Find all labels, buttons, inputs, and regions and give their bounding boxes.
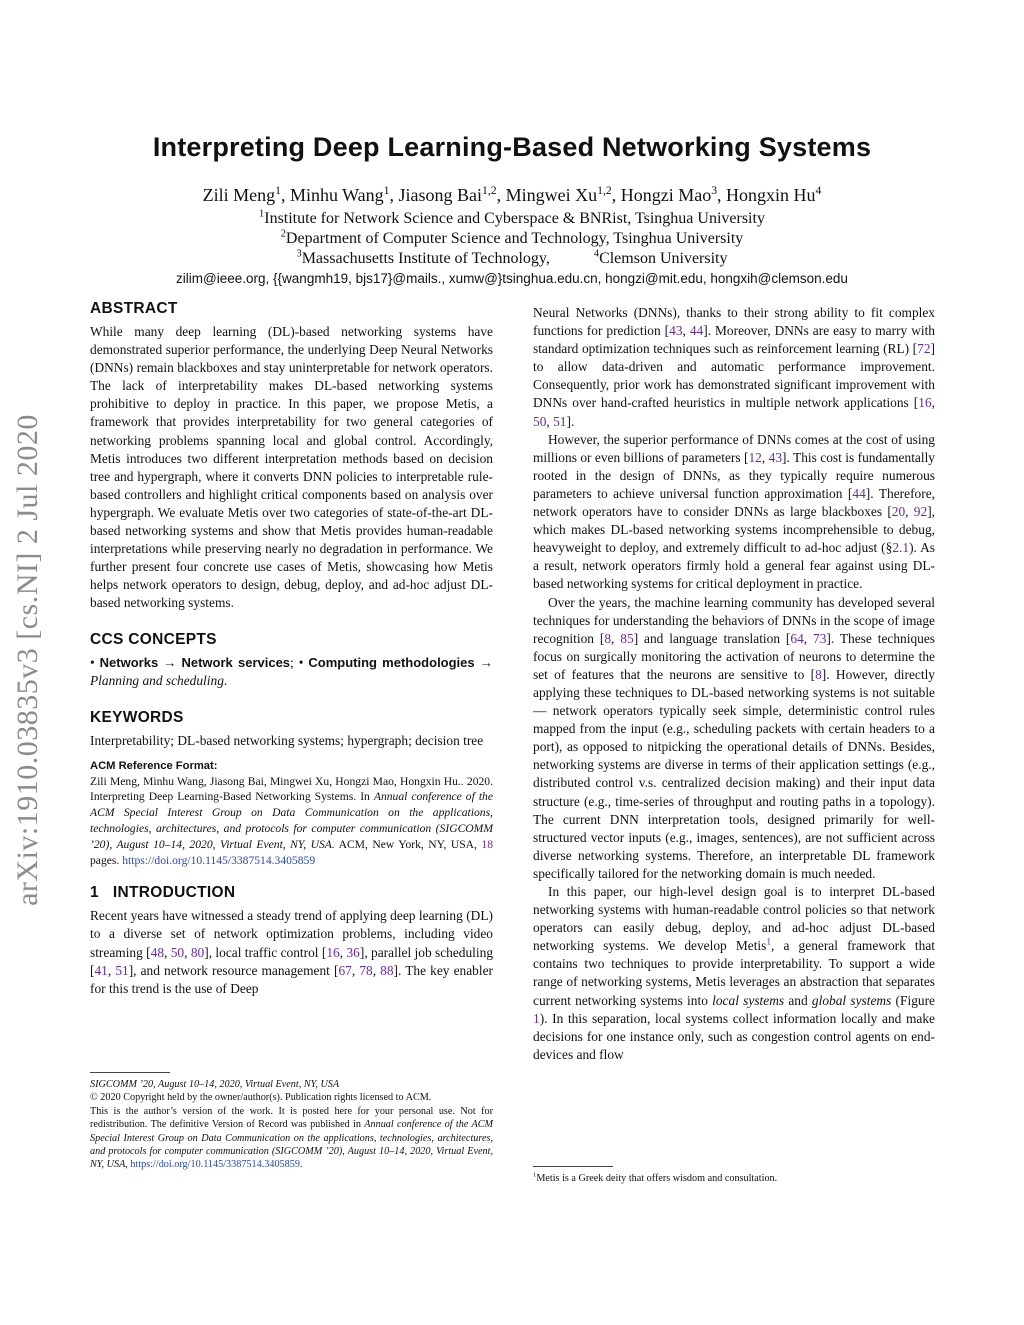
affiliation-1	[0, 210, 1024, 228]
acm-ref-heading: ACM Reference Format:	[90, 759, 218, 772]
paragraph-text: ]. Moreover, DNNs are easy to marry with standard optimization techniques such as reinforcement learning (RL) [	[533, 323, 936, 357]
paragraph-text: ). As a result, network operators firmly hold a general fear against using DL-based networking systems for critical deployment in practice.	[533, 540, 936, 592]
author-sup: 1	[383, 184, 390, 197]
paragraph-text: ]. These techniques focus on surgically monitoring the activation of neurons to determine the set of features that the neurons are sensitive to [	[533, 630, 935, 682]
footnote	[533, 1172, 935, 1185]
acm-ref-authors: Zili Meng, Minhu Wang, Jiasong Bai, Mingwei Xu, Hongzi Mao, Hongxin Hu.. 2020. Interpreting Deep Learning-Based Networking Systems. In	[90, 774, 493, 804]
author-sup: 1,2	[597, 184, 612, 197]
intro-paragraph-1-continued	[533, 304, 935, 431]
author-sup: 1	[275, 184, 281, 197]
citation-link[interactable]: 41	[94, 962, 108, 978]
paragraph-text: ,	[803, 630, 814, 646]
paragraph-text: Recent years have witnessed a steady trend of applying deep learning (DL) to a diverse set of network optimization problems, including video streaming [	[90, 908, 493, 960]
paragraph-text: ].	[566, 413, 575, 429]
paragraph-text: However, the superior performance of DNNs comes at the cost of using millions or even billions of parameters [	[533, 431, 935, 465]
right-column	[533, 304, 935, 1064]
paragraph-text: ] to allow data-driven and automatic performance improvement. Consequently, prior work has demonstrated significant improvement with DNNs over hand-crafted heuristics in multiple network applications [	[533, 341, 935, 411]
citation-link[interactable]: 67	[338, 962, 352, 978]
section-title: INTRODUCTION	[112, 884, 236, 902]
footnote-rule	[90, 1072, 170, 1073]
paragraph-text: ]. However, directly applying these techniques to DL-based networking systems is not suitable — network operators typically seek simple, deterministic control rules mapped from the input (e.g., scheduling packets with certain headers to a port), as opposed to nitpicking the operational details of DNNs. Besides, networking systems are diverse in terms of their application settings (e.g., distributed control v.s. centralized decision making) and their input data structure (e.g., time-series of throughput and routing paths in a topology). The current DNN interpretation tools, designed primarily for well-structured vector inputs (e.g., images, sentences), are not sufficient across diverse networking systems. Therefore, an interpretable DL framework specifically tailored for the networking domain is much needed.	[533, 666, 935, 881]
paragraph-text: ,	[351, 962, 360, 978]
citation-link[interactable]: 88	[380, 962, 394, 978]
citation-link[interactable]: 16	[326, 944, 340, 960]
intro-heading	[90, 884, 493, 902]
citation-link[interactable]: 80	[190, 944, 205, 960]
paragraph-text: ], and network resource management [	[128, 962, 339, 978]
citation-link[interactable]: 8	[604, 630, 612, 646]
affil-sup: 1	[259, 208, 265, 220]
author-name: Minhu Wang	[289, 185, 384, 205]
emphasis-text: local systems	[712, 992, 785, 1008]
acm-ref-pages[interactable]: 18	[481, 837, 493, 851]
citation-link[interactable]: 44	[852, 485, 866, 501]
paragraph-text: ,	[931, 395, 935, 411]
ccs-concepts: • Networks → Network services; • Computing methodologies → Planning and scheduling.	[90, 654, 493, 688]
intro-paragraph-4	[533, 883, 935, 1064]
author-list: Zili Meng$^1$, Minhu Wang$^1$, Jiasong Bai$^{1,2}$, Mingwei Xu$^{1,2}$, Hongzi Mao$^3$, Hongxin Hu$^4$	[202, 184, 822, 205]
paragraph-text: ]. Therefore, network operators have to consider DNNs as large blackboxes [	[533, 485, 935, 520]
paper-title: Interpreting Deep Learning-Based Networking Systems	[152, 132, 872, 162]
affil-text: Department of Computer Science and Technology, Tsinghua University	[285, 230, 744, 247]
citation-link[interactable]: 51	[115, 962, 129, 978]
citation-link[interactable]: 20	[891, 504, 906, 520]
paragraph-text: ,	[184, 944, 191, 960]
paragraph-text: Over the years, the machine learning community has developed several techniques for understanding the behaviors of DNNs in the scope of image recognition [	[533, 594, 935, 646]
paragraph-text: ]. The key enabler for this trend is the use of Deep	[90, 962, 493, 996]
acm-reference	[90, 774, 493, 869]
paragraph-text: Neural Networks (DNNs), thanks to their strong ability to fit complex functions for prediction [	[533, 305, 935, 339]
affil-sup: 3	[296, 248, 302, 260]
citation-link[interactable]: 64	[790, 630, 804, 646]
footnote-text: Metis is a Greek deity that offers wisdom and consultation.	[536, 1173, 778, 1184]
citation-link[interactable]: 2.1	[892, 540, 910, 556]
paragraph-text: ], parallel job scheduling [	[90, 944, 494, 978]
author-sup: 4	[815, 184, 822, 197]
paragraph-text: In this paper, our high-level design goal is to interpret DL-based networking systems with human-readable control policies so that network operators can easily debug, deploy, and ad-hoc adjust DL-based networking systems. We develop Metis	[533, 884, 935, 954]
keywords-heading: KEYWORDS	[90, 708, 184, 726]
emphasis-text: global systems	[811, 992, 892, 1008]
citation-link[interactable]: 12	[748, 449, 762, 465]
acm-ref-pages-word: pages.	[90, 853, 123, 867]
paragraph-text: ,	[611, 630, 621, 646]
citation-link[interactable]: 72	[917, 341, 931, 357]
ccs-heading: CCS CONCEPTS	[90, 630, 217, 648]
affiliation-2	[0, 230, 1024, 248]
arrow-icon: →	[479, 654, 493, 670]
footnote-link[interactable]: 1	[766, 937, 772, 948]
citation-link[interactable]: 48	[150, 944, 165, 960]
paragraph-text: ,	[164, 944, 171, 960]
paragraph-text: ]. This cost is fundamentally rooted in the design of DNNs, as they typically require numerous parameters to achieve universal function approximation [	[533, 449, 935, 501]
copyright-version: This is the author’s version of the work. It is posted here for your personal use. Not for redistribution. The definitive Version of Record was published in Annual conference of the ACM Special Interest Group on Data Communication on the applications, technologies, architectures, and protocols for computer communication (SIGCOMM ’20), August 10–14, 2020, Virtual Event, NY, USA, https://doi.org/10.1145/3387514.3405859.	[90, 1105, 493, 1171]
abstract-heading: ABSTRACT	[90, 300, 178, 317]
affil-sup: 4	[593, 248, 600, 260]
copyright-doi-link[interactable]: https://doi.org/10.1145/3387514.3405859	[130, 1159, 300, 1171]
keywords-text: Interpretability; DL-based networking systems; hypergraph; decision tree	[90, 732, 484, 748]
affil-text: Clemson University	[599, 250, 728, 267]
ccs-term: Network services	[181, 654, 291, 670]
author-name: Hongzi Mao	[620, 185, 712, 205]
citation-link[interactable]: 73	[813, 630, 827, 646]
author-name: Mingwei Xu	[505, 185, 598, 205]
ccs-term: Computing methodologies	[308, 654, 475, 670]
paragraph-text: ,	[761, 449, 769, 465]
paragraph-text: , a general framework that contains two techniques to provide interpretability. To support a wide range of networking systems, Metis leverages an abstraction that separates current networking systems into	[533, 938, 936, 1008]
paragraph-text: ,	[905, 504, 914, 520]
citation-link[interactable]: 50	[170, 944, 185, 960]
paragraph-text: ,	[682, 323, 690, 339]
acm-ref-doi-link[interactable]: https://doi.org/10.1145/3387514.3405859	[122, 853, 316, 867]
citation-link[interactable]: 51	[553, 413, 567, 429]
acm-ref-publisher: ACM, New York, NY, USA,	[334, 837, 482, 851]
abstract-text: While many deep learning (DL)-based networking systems have demonstrated superior performance, the underlying Deep Neural Networks (DNNs) remain blackboxes and stay uninterpretable for network operators. The lack of interpretability makes DL-based networking systems prohibitive to deploy in practice. In this paper, we propose Metis, a framework that provides interpretability for two general categories of networking problems spanning local and global control. Accordingly, Metis introduces two different interpretation methods based on decision tree and hypergraph, where it converts DNN policies to interpretable rule-based controllers and highlight critical components based on analysis over hypergraph. We evaluate Metis over two categories of state-of-the-art DL-based networking systems and show that Metis provides human-readable interpretations while preserving nearly no degradation in performance. We further present four concrete use cases of Metis, showcasing how Metis helps network operators to design, debug, deploy, and ad-hoc adjust DL-based networking systems.	[90, 324, 493, 611]
copyright-block	[90, 1078, 493, 1172]
paragraph-text: and	[784, 992, 812, 1008]
citation-link[interactable]: 36	[346, 944, 360, 960]
affil-text: Massachusetts Institute of Technology,	[301, 250, 550, 267]
paragraph-text: ,	[372, 962, 381, 978]
arxiv-id-text: arXiv:1910.03835v3 [cs.NI] 2 Jul 2020	[11, 414, 44, 906]
author-sup: 1,2	[482, 184, 497, 197]
author-name: Hongxin Hu	[726, 185, 816, 205]
citation-link[interactable]: 44	[689, 323, 704, 339]
left-column	[90, 300, 493, 998]
section-number: 1	[90, 884, 99, 902]
paragraph-text: (Figure	[891, 992, 935, 1008]
footnote-mark: 1	[533, 1171, 537, 1179]
intro-paragraph-3	[533, 594, 935, 884]
citation-link[interactable]: 1	[533, 1010, 540, 1026]
ccs-term: Networks	[99, 654, 159, 670]
author-name: Zili Meng	[202, 185, 276, 205]
citation-link[interactable]: 43	[669, 323, 683, 339]
arxiv-identifier	[8, 380, 48, 940]
intro-paragraph-1	[90, 907, 493, 997]
citation-link[interactable]: 16	[918, 395, 932, 411]
citation-link[interactable]: 78	[359, 962, 373, 978]
citation-link[interactable]: 92	[913, 504, 928, 520]
paragraph-text: ,	[546, 413, 554, 429]
ccs-term: Planning and scheduling	[90, 673, 224, 688]
author-sup: 3	[711, 184, 718, 197]
affiliation-3-4	[0, 250, 1024, 268]
paragraph-text: ] and language translation [	[633, 630, 791, 646]
citation-link[interactable]: 8	[815, 666, 822, 682]
citation-link[interactable]: 50	[533, 413, 547, 429]
intro-paragraph-2	[533, 431, 935, 594]
author-emails: zilim@ieee.org, {{wangmh19, bjs17}@mails., xumw@}tsinghua.edu.cn, hongzi@mit.edu, hongxih@clemson.edu	[176, 271, 848, 286]
affil-text: Institute for Network Science and Cyberspace & BNRist, Tsinghua University	[264, 210, 765, 227]
paragraph-text: ], which makes DL-based networking systems incomprehensible to debug, heavyweight to deploy, and extremely difficult to ad-hoc adjust (§	[533, 504, 935, 556]
author-name: Jiasong Bai	[398, 185, 482, 205]
paragraph-text: ,	[107, 962, 116, 978]
affil-sup: 2	[280, 228, 286, 240]
paragraph-text: ). In this separation, local systems collect information locally and make decisions for one instance only, such as congestion control agents on end-devices and flow	[533, 1010, 935, 1062]
paragraph-text: ], local traffic control [	[204, 944, 327, 960]
copyright-venue: SIGCOMM ’20, August 10–14, 2020, Virtual Event, NY, USA	[90, 1079, 340, 1090]
citation-link[interactable]: 43	[768, 449, 783, 465]
copyright-line: © 2020 Copyright held by the owner/author(s). Publication rights licensed to ACM.	[90, 1092, 432, 1104]
paragraph-text: ,	[339, 944, 347, 960]
footnote-rule	[533, 1166, 613, 1167]
citation-link[interactable]: 85	[620, 630, 634, 646]
acm-ref-venue: Annual conference of the ACM Special Interest Group on Data Communication on the applications, technologies, architectures, and protocols for computer communication (SIGCOMM ’20), August 10–14, 2020, Virtual Event, NY, USA.	[90, 790, 493, 851]
arrow-icon: →	[163, 654, 177, 670]
